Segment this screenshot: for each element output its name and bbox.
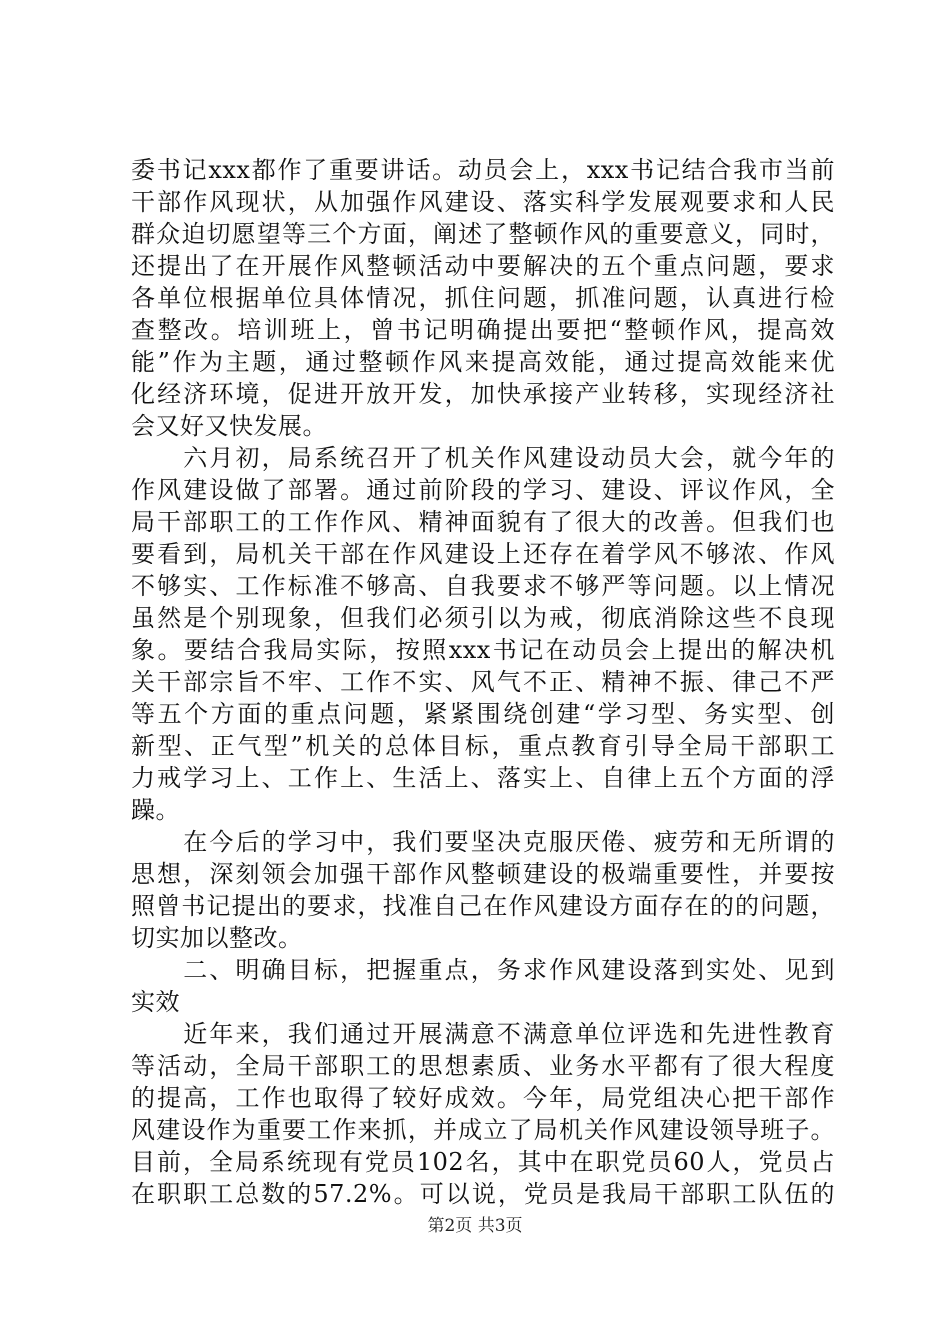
text-line: 目前，全局系统现有党员102名，其中在职党员60人，党员占 (131, 1148, 835, 1176)
text-line: 还提出了在开展作风整顿活动中要解决的五个重点问题，要求 (131, 252, 835, 280)
text-line: 群众迫切愿望等三个方面，阐述了整顿作风的重要意义，同时， (131, 220, 835, 248)
text-line: 新型、正气型”机关的总体目标，重点教育引导全局干部职工 (131, 732, 835, 760)
text-line: 照曾书记提出的要求，找准自己在作风建设方面存在的的问题， (131, 892, 835, 920)
text-line: 近年来，我们通过开展满意不满意单位评选和先进性教育 (131, 1020, 835, 1048)
text-line: 化经济环境，促进开放开发，加快承接产业转移，实现经济社 (131, 380, 835, 408)
text-line: 实效 (131, 988, 180, 1016)
text-line: 等活动，全局干部职工的思想素质、业务水平都有了很大程度 (131, 1052, 835, 1080)
text-line: 躁。 (131, 796, 180, 824)
text-line: 不够实、工作标准不够高、自我要求不够严等问题。以上情况 (131, 572, 835, 600)
text-line: 会又好又快发展。 (131, 412, 327, 440)
text-line: 二、明确目标，把握重点，务求作风建设落到实处、见到 (131, 956, 835, 984)
text-line: 在今后的学习中，我们要坚决克服厌倦、疲劳和无所谓的 (131, 828, 835, 856)
text-line: 等五个方面的重点问题，紧紧围绕创建“学习型、务实型、创 (131, 700, 835, 728)
text-line: 关干部宗旨不牢、工作不实、风气不正、精神不振、律己不严 (131, 668, 835, 696)
text-line: 作风建设做了部署。通过前阶段的学习、建设、评议作风，全 (131, 476, 835, 504)
text-line: 思想，深刻领会加强干部作风整顿建设的极端重要性，并要按 (131, 860, 835, 888)
text-line: 各单位根据单位具体情况，抓住问题，抓准问题，认真进行检 (131, 284, 835, 312)
text-line: 委书记xxx都作了重要讲话。动员会上，xxx书记结合我市当前 (131, 156, 835, 184)
text-line: 六月初，局系统召开了机关作风建设动员大会，就今年的 (131, 444, 835, 472)
text-line: 力戒学习上、工作上、生活上、落实上、自律上五个方面的浮 (131, 764, 835, 792)
page-footer: 第2页 共3页 (427, 1216, 523, 1236)
text-line: 查整改。培训班上，曾书记明确提出要把“整顿作风，提高效 (131, 316, 835, 344)
text-line: 能”作为主题，通过整顿作风来提高效能，通过提高效能来优 (131, 348, 835, 376)
text-line: 的提高，工作也取得了较好成效。今年，局党组决心把干部作 (131, 1084, 835, 1112)
text-line: 虽然是个别现象，但我们必须引以为戒，彻底消除这些不良现 (131, 604, 835, 632)
text-line: 在职职工总数的57.2%。可以说，党员是我局干部职工队伍的 (131, 1180, 835, 1208)
text-line: 干部作风现状，从加强作风建设、落实科学发展观要求和人民 (131, 188, 835, 216)
text-line: 象。要结合我局实际，按照xxx书记在动员会上提出的解决机 (131, 636, 835, 664)
text-line: 要看到，局机关干部在作风建设上还存在着学风不够浓、作风 (131, 540, 835, 568)
document-body (131, 154, 835, 1210)
text-line: 切实加以整改。 (131, 924, 303, 952)
text-line: 风建设作为重要工作来抓，并成立了局机关作风建设领导班子。 (131, 1116, 835, 1144)
text-line: 局干部职工的工作作风、精神面貌有了很大的改善。但我们也 (131, 508, 835, 536)
